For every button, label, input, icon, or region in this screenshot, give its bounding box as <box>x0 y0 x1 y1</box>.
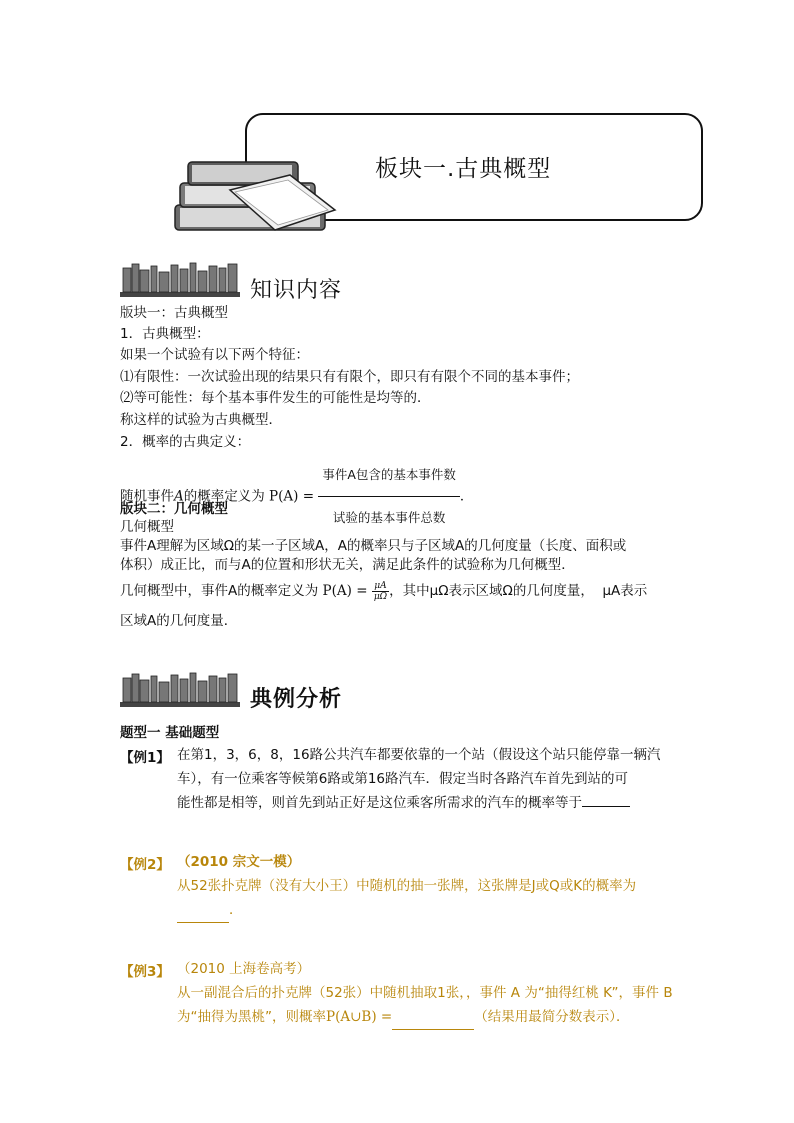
answer-blank[interactable] <box>177 898 229 923</box>
item2-title: 2．概率的古典定义： <box>120 434 251 450</box>
example-1-body: 在第1，3，6，8，16路公共汽车都要依靠的一个站（假设这个站只能停靠一辆汽 车），有一位乘客等候第6路或第16路汽车．假定当时各路汽车首先到站的可 能性都是相等，则首先到站正好是这位乘客所需求的汽车的概率等于 <box>177 747 661 811</box>
example-1-label: 【例1】 <box>120 750 170 766</box>
formula: P(A) = <box>322 583 368 599</box>
geometric-definition: 几何概型中，事件A的概率定义为 P(A) = $\frac{\mu A}{\mu\Omega}$ ，其中μΩ表示区域Ω的几何度量， μA表示 <box>120 580 648 602</box>
geo-title: 几何概型 <box>120 519 174 535</box>
fraction: $\frac{\mu A}{\mu\Omega}$ <box>373 580 388 602</box>
example-2-body: （2010 宗文一模） 从52张扑克牌（没有大小王）中随机的抽一张牌，这张牌是J或Q或K的概率为 ． <box>177 850 677 923</box>
answer-blank[interactable] <box>582 806 630 807</box>
text-line: 称这样的试验为古典概型． <box>120 412 282 428</box>
text-line: 如果一个试验有以下两个特征： <box>120 347 309 363</box>
answer-blank[interactable] <box>392 1005 474 1030</box>
example-2-label: 【例2】 <box>120 857 170 873</box>
examples-heading: 典例分析 <box>250 687 343 712</box>
item1-title: 1．古典概型： <box>120 326 210 342</box>
formula: P(A) = <box>269 488 315 505</box>
block2-title: 版块二：几何概型 <box>120 501 228 517</box>
bookshelf-icon <box>120 262 240 298</box>
block1-title: 版块一：古典概型 <box>120 305 228 321</box>
formula: P(A∪B) = <box>326 1009 393 1025</box>
text-line: 事件A理解为区域Ω的某一子区域A，A的概率只与子区域A的几何度量（长度、面积或 <box>120 538 627 554</box>
bookshelf-icon <box>120 672 240 708</box>
text-line: 体积）成正比，而与A的位置和形状无关，满足此条件的试验称为几何概型． <box>120 557 575 573</box>
text-line: ⑴有限性：一次试验出现的结果只有有限个，即只有有限个不同的基本事件； <box>120 369 579 385</box>
text-line: 区域A的几何度量． <box>120 613 238 629</box>
text-line: ⑵等可能性：每个基本事件发生的可能性是均等的． <box>120 390 431 406</box>
books-icon <box>170 150 340 240</box>
classical-definition: 随机事件A的概率定义为 P(A) = $\frac{\text{事件A包含的基本事件数}}{\text{试验的基本事件总数}}$ ． <box>120 455 473 538</box>
knowledge-heading: 知识内容 <box>250 278 343 303</box>
fraction: $\frac{\text{事件A包含的基本事件数}}{\text{试验的基本事件总数}}$ <box>318 455 460 538</box>
example-3-body: （2010 上海卷高考） 从一副混合后的扑克牌（52张）中随机抽取1张，，事件 A 为“抽得红桃 K”，事件 B 为“抽得为黑桃”，则概率P(A∪B) = （结果用最简分数表示）． <box>177 957 677 1030</box>
question-type: 题型一 基础题型 <box>120 725 220 741</box>
page-title: 板块一.古典概型 <box>375 156 552 182</box>
example-3-label: 【例3】 <box>120 964 170 980</box>
